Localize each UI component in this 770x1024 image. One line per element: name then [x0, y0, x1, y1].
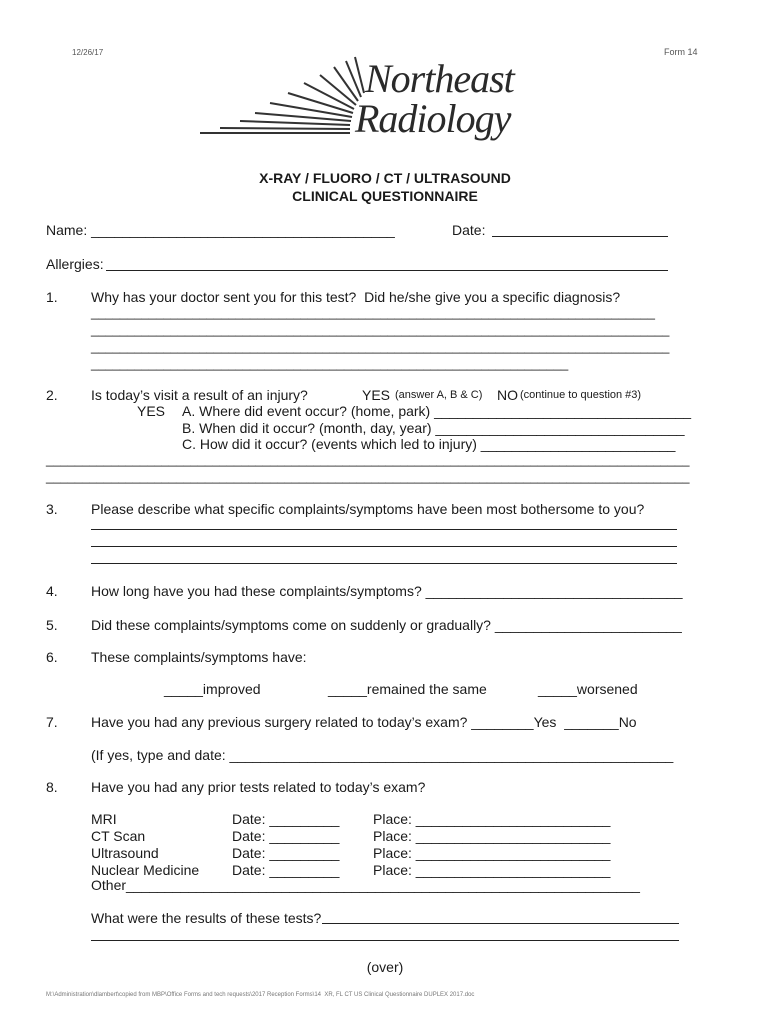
- q1-answer-line-3[interactable]: ________________________________________________________________________________: [91, 339, 670, 354]
- q2-yes-label: YES: [137, 403, 166, 419]
- q8-results-label: What were the results of these tests?: [91, 910, 322, 926]
- q4-number: 4.: [46, 583, 58, 599]
- q2-part-c[interactable]: C. How did it occur? (events which led to injury) _________________________: [182, 436, 676, 452]
- logo-rays-icon: [200, 55, 370, 145]
- q5-number: 5.: [46, 617, 58, 633]
- allergies-field-line[interactable]: [106, 270, 668, 271]
- q3-number: 3.: [46, 501, 58, 517]
- q8-test-place[interactable]: Place: _________________________: [373, 862, 611, 878]
- q2-yes-note: (answer A, B & C): [395, 389, 483, 401]
- q2-yes-option[interactable]: YES: [362, 387, 391, 403]
- q2-part-b[interactable]: B. When did it occur? (month, day, year) ________________________________: [182, 420, 685, 436]
- q1-answer-line-4[interactable]: __________________________________________________________________: [91, 356, 569, 371]
- q6-text: These complaints/symptoms have:: [91, 649, 307, 665]
- q2-text: Is today’s visit a result of an injury?: [91, 387, 308, 403]
- q8-test-date[interactable]: Date: _________: [232, 811, 340, 827]
- q8-test-name: Nuclear Medicine: [91, 862, 200, 878]
- q5-text[interactable]: Did these complaints/symptoms come on suddenly or gradually? ________________________: [91, 617, 682, 633]
- q8-other-field[interactable]: Other__________________________________________________________________: [91, 877, 640, 893]
- q8-results-line-1[interactable]: [322, 923, 679, 924]
- q8-test-date[interactable]: Date: _________: [232, 862, 340, 878]
- q1-answer-line-2[interactable]: ________________________________________________________________________________: [91, 322, 670, 337]
- q3-answer-line-2[interactable]: [91, 546, 677, 547]
- q8-test-date[interactable]: Date: _________: [232, 828, 340, 844]
- q6-option-same[interactable]: _____remained the same: [328, 681, 487, 697]
- q8-test-name: MRI: [91, 811, 117, 827]
- footer-file-path: M:\Administration\dlambert\copied from MBP\Office Forms and tech requests\2017 Reception Forms\14 XR, FL CT US Clinical Questionnaire DUPLEX 2017.doc: [46, 992, 475, 998]
- q8-test-name: Ultrasound: [91, 845, 159, 861]
- q7-followup[interactable]: (If yes, type and date: _________________________________________________________: [91, 747, 674, 763]
- date-label: Date:: [452, 222, 486, 238]
- q1-number: 1.: [46, 289, 58, 305]
- q3-answer-line-3[interactable]: [91, 563, 677, 564]
- q3-text: Please describe what specific complaints/symptoms have been most bothersome to you?: [91, 501, 645, 517]
- name-field[interactable]: Name: _______________________________________: [46, 222, 395, 238]
- q2-part-a[interactable]: A. Where did event occur? (home, park) _________________________________: [182, 403, 692, 419]
- q8-test-name: CT Scan: [91, 828, 146, 844]
- q8-results-line-2[interactable]: [91, 940, 679, 941]
- q1-answer-line-1[interactable]: ______________________________________________________________________________: [91, 305, 655, 320]
- q6-option-improved[interactable]: _____improved: [164, 681, 261, 697]
- q4-text[interactable]: How long have you had these complaints/symptoms? _________________________________: [91, 583, 683, 599]
- q3-answer-line-1[interactable]: [91, 529, 677, 530]
- q2-answer-line-1[interactable]: _________________________________________________________________________________________: [46, 452, 690, 467]
- q2-no-option[interactable]: NO: [497, 387, 518, 403]
- logo-text-radiology: Radiology: [355, 96, 511, 141]
- page-title-line2: CLINICAL QUESTIONNAIRE: [292, 188, 478, 204]
- q7-text[interactable]: Have you had any previous surgery related to today’s exam? ________Yes _______No: [91, 714, 637, 730]
- q8-text: Have you had any prior tests related to today’s exam?: [91, 779, 426, 795]
- q8-test-place[interactable]: Place: _________________________: [373, 828, 611, 844]
- form-date: 12/26/17: [72, 48, 104, 57]
- q6-number: 6.: [46, 649, 58, 665]
- northeast-radiology-logo: [200, 55, 560, 150]
- q6-option-worsened[interactable]: _____worsened: [538, 681, 638, 697]
- q1-text: Why has your doctor sent you for this test? Did he/she give you a specific diagnosis?: [91, 289, 621, 305]
- q8-test-place[interactable]: Place: _________________________: [373, 845, 611, 861]
- q8-test-date[interactable]: Date: _________: [232, 845, 340, 861]
- q7-number: 7.: [46, 714, 58, 730]
- q8-number: 8.: [46, 779, 58, 795]
- q2-number: 2.: [46, 387, 58, 403]
- q2-no-note: (continue to question #3): [520, 389, 642, 401]
- page-title-line1: X-RAY / FLUORO / CT / ULTRASOUND: [259, 170, 511, 186]
- over-note: (over): [366, 959, 404, 975]
- form-number: Form 14: [664, 47, 698, 57]
- allergies-label: Allergies:: [46, 256, 104, 272]
- logo-text-northeast: Northeast: [365, 56, 514, 101]
- date-field-line[interactable]: [492, 236, 668, 237]
- q8-test-place[interactable]: Place: _________________________: [373, 811, 611, 827]
- q2-answer-line-2[interactable]: _________________________________________________________________________________________: [46, 469, 690, 484]
